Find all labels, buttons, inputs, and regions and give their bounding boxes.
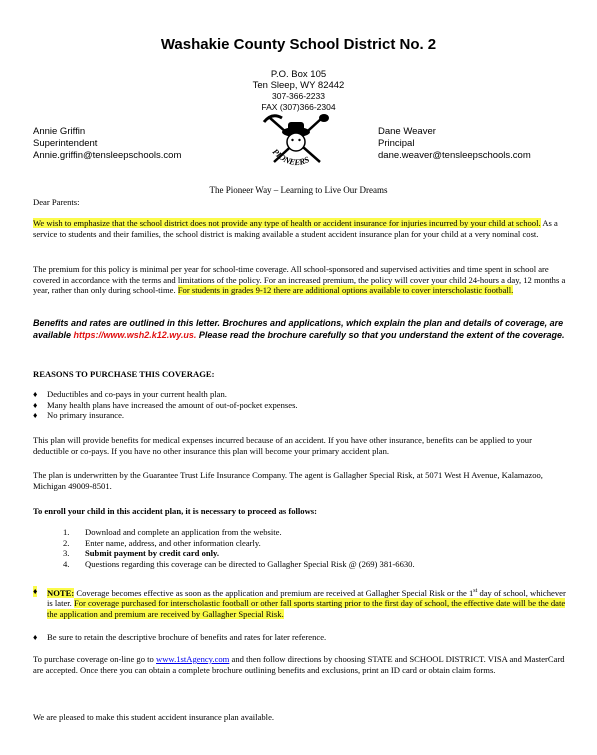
note-sup: st [473,588,478,594]
diamond-bullet-icon: ♦ [33,389,38,399]
retain-block [33,632,568,643]
step-number: 1. [63,527,70,537]
highlight-disclaimer: We wish to emphasize that the school district does not provide any type of health or accident insurance for injuries incurred by your child at school. [33,218,541,228]
para1-rest: As a service to students and their families, the school district is making available a student accident insurance plan for your child at a very nominal cost. [33,218,558,239]
list-item [63,538,568,549]
note-block [33,586,568,620]
principal-email: dane.weaver@tensleepschools.com [378,150,531,161]
district-address [0,70,597,112]
list-item [63,527,568,538]
online-after: and then follow directions by choosing STATE and SCHOOL DISTRICT. VISA and MasterCard are accepted. Once there you can obtain a complete brochure outlining benefits and exclusions, print an ID card or obtain claim forms. [33,654,565,675]
list-item [33,632,568,643]
motto: The Pioneer Way – Learning to Live Our Dreams [209,185,388,195]
district-title: Washakie County School District No. 2 [160,36,437,53]
list-item [33,389,568,400]
enroll-heading: To enroll your child in this accident plan, it is necessary to proceed as follows: [33,506,318,516]
paragraph-underwriter: The plan is underwritten by the Guarantee Trust Life Insurance Company. The agent is Gallagher Special Risk, at 5071 West H Avenue, Kalamazoo, Michigan 49009-8501. [33,470,543,491]
highlight-fall-sports: For coverage purchased for interscholastic football or other fall sports starting prior to the first day of school, the effective date will be the date the application and premium are received by Gallagher Special Risk. [47,598,566,620]
paragraph-online [33,654,568,675]
address-line-2: Ten Sleep, WY 82442 [252,79,345,91]
step-text: Enter name, address, and other information clearly. [85,537,261,548]
list-item [33,410,568,421]
principal-name: Dane Weaver [378,126,436,137]
principal-role: Principal [378,138,415,149]
reason-text: No primary insurance. [47,410,125,421]
logo-text: PIONEERS [270,146,311,168]
note-label: NOTE: [47,587,75,598]
superintendent-name: Annie Griffin [33,126,86,137]
paragraph-insurance-disclaimer [33,218,568,239]
phone: 307-366-2233 [272,91,325,101]
note-text: Coverage becomes effective as soon as the application and premium are received at Gallagher Special Risk or the 1 [74,587,474,598]
step-number: 4. [63,558,70,569]
paragraph-premium [33,264,568,296]
list-item [33,586,568,620]
superintendent-role: Superintendent [33,138,98,149]
district-url[interactable]: https://www.wsh2.k12.wy.us. [73,329,197,340]
enroll-steps [63,527,568,569]
address-line-1: P.O. Box 105 [270,69,327,80]
diamond-bullet-icon: ♦ [33,586,38,596]
online-before: To purchase coverage on-line go to [33,654,157,664]
diamond-bullet-icon: ♦ [33,410,38,421]
agency-link[interactable]: www.1stAgency.com [156,654,230,664]
diamond-bullet-icon: ♦ [33,632,38,642]
step-number: 3. [63,548,70,559]
list-item [33,400,568,411]
para3-after: Please read the brochure carefully so that you understand the extent of the coverage. [196,329,565,340]
retain-text: Be sure to retain the descriptive brochure of benefits and rates for later reference. [47,632,327,642]
reason-text: Deductibles and co-pays in your current health plan. [47,389,227,399]
reason-text: Many health plans have increased the amount of out-of-pocket expenses. [47,399,298,410]
step-text: Download and complete an application from the website. [85,527,282,537]
list-item [63,548,568,559]
step-text: Submit payment by credit card only. [85,548,220,559]
diamond-bullet-icon: ♦ [33,399,38,410]
superintendent-email: Annie.griffin@tensleepschools.com [33,150,182,161]
paragraph-benefits-detail: This plan will provide benefits for medical expenses incurred because of an accident. If you have other insurance, benefits can be applied to your deductible or co-pays. If you have no other insurance this plan will become your primary accident plan. [33,435,532,456]
reasons-list [33,389,568,421]
paragraph-benefits [33,318,568,341]
pioneers-logo [260,112,332,174]
list-item [63,559,568,570]
step-number: 2. [63,537,70,548]
greeting: Dear Parents: [33,197,80,207]
highlight-football: For students in grades 9-12 there are additional options available to cover interscholastic football. [177,285,514,296]
fax: FAX (307)366-2304 [261,101,336,112]
superintendent-contact [33,126,181,162]
note-text-2: day of school, whichever is later. [47,587,566,609]
reasons-heading: REASONS TO PURCHASE THIS COVERAGE: [33,369,215,379]
para3-before: Benefits and rates are outlined in this letter. Brochures and applications, which explain the plan and details of coverage, are available [33,318,564,340]
principal-contact [378,126,531,162]
para2-text: The premium for this policy is minimal per year for school-time coverage. All school-sponsored and supervised activities and time spent in school are covered in accordance with the terms and limitations of the policy. For an increased premium, the policy will cover your child 24-hours a day, 12 months a year, rather than only during school-time. [33,264,566,296]
step-text: Questions regarding this coverage can be directed to Gallagher Special Risk @ (269) 381-6630. [85,558,415,569]
closing: We are pleased to make this student accident insurance plan available. [33,712,275,722]
